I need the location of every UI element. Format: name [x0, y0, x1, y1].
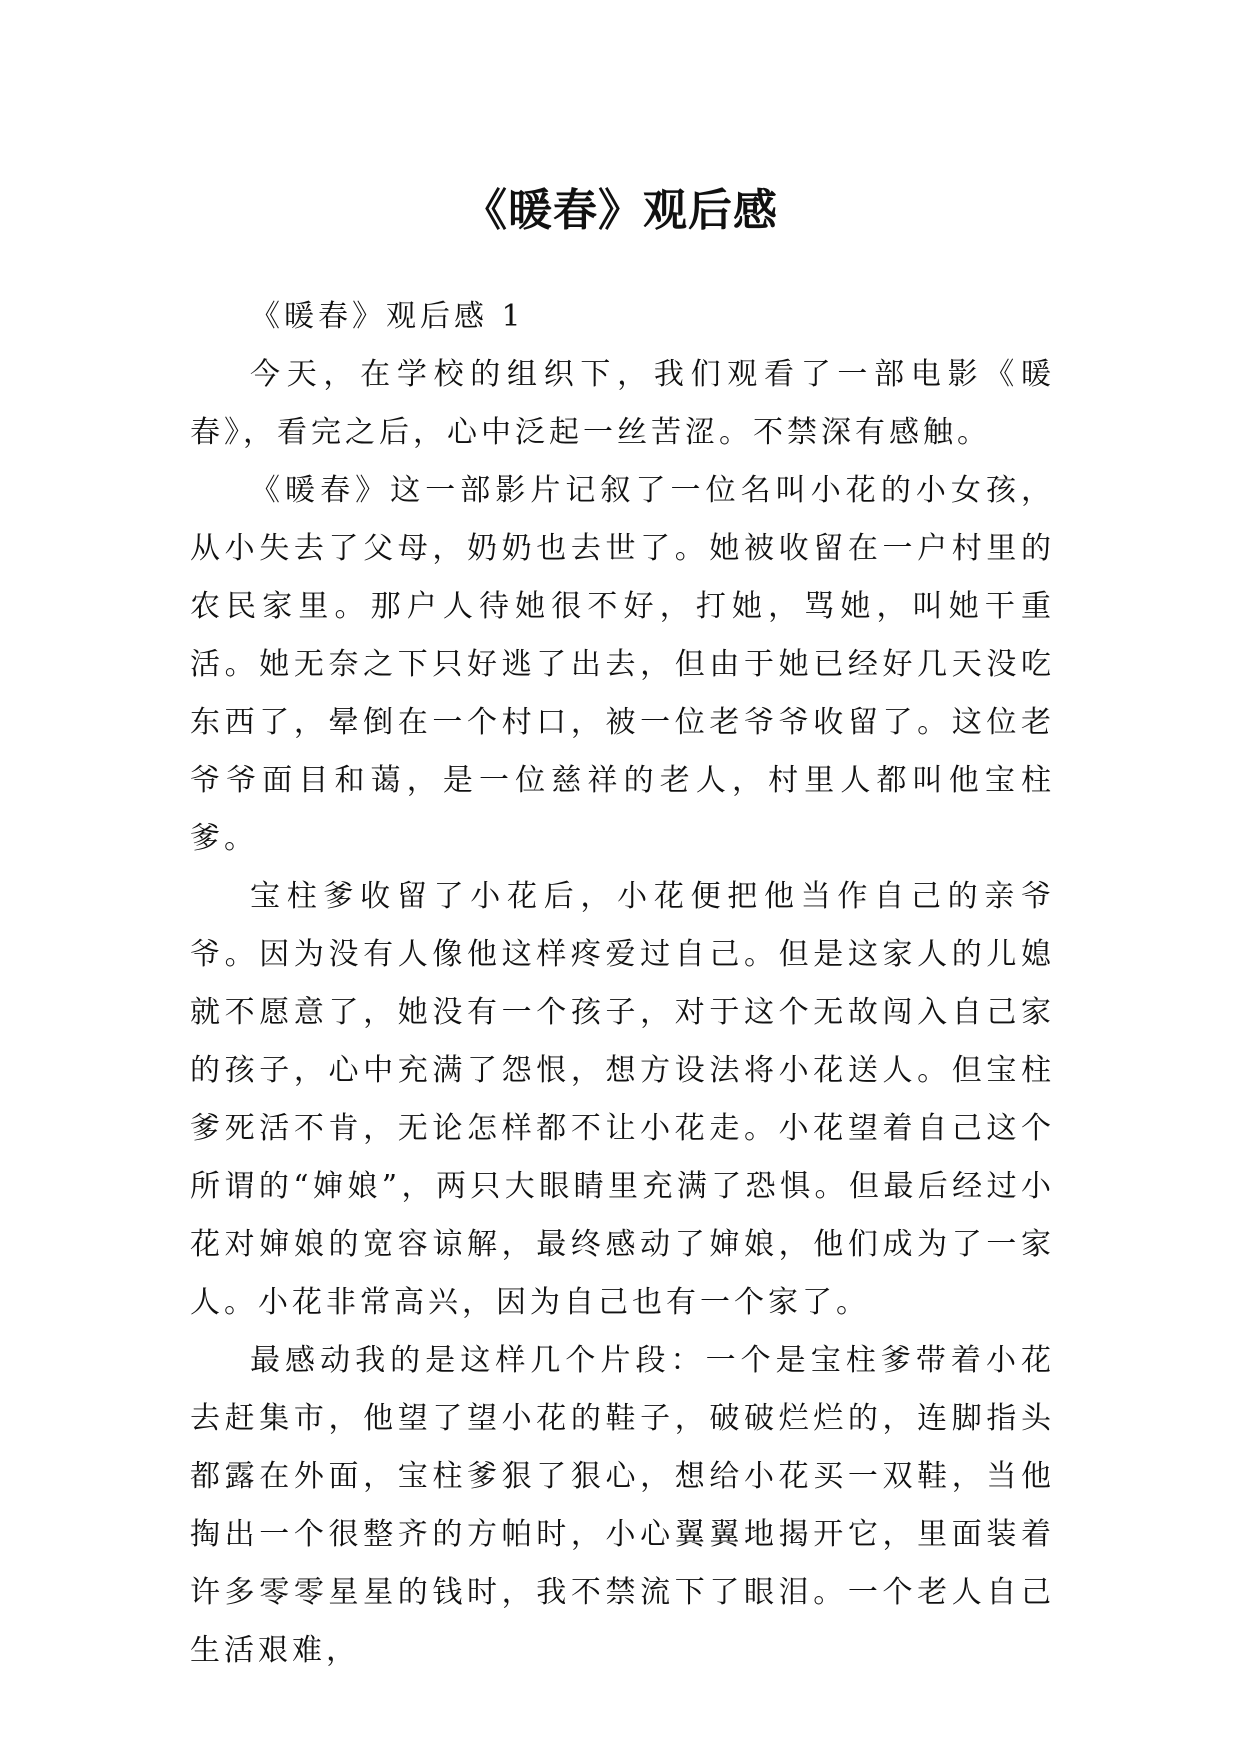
paragraph: 今天，在学校的组织下，我们观看了一部电影《暖春》，看完之后，心中泛起一丝苦涩。不禁深有感触。 [190, 357, 1055, 450]
paragraph: 最感动我的是这样几个片段：一个是宝柱爹带着小花去赶集市，他望了望小花的鞋子，破破烂烂的，连脚指头都露在外面，宝柱爹狠了狠心，想给小花买一双鞋，当他掏出一个很整齐的方帕时，小心翼翼地揭开它，里面装着许多零零星星的钱时，我不禁流下了眼泪。一个老人自己生活艰难， [190, 1343, 1055, 1668]
document-body [190, 288, 1055, 1680]
paragraph: 宝柱爹收留了小花后，小花便把他当作自己的亲爷爷。因为没有人像他这样疼爱过自己。但是这家人的儿媳就不愿意了，她没有一个孩子，对于这个无故闯入自己家的孩子，心中充满了怨恨，想方设法将小花送人。但宝柱爹死活不肯，无论怎样都不让小花走。小花望着自己这个所谓的“婶娘”，两只大眼睛里充满了恐惧。但最后经过小花对婶娘的宽容谅解，最终感动了婶娘，他们成为了一家人。小花非常高兴，因为自己也有一个家了。 [190, 879, 1055, 1320]
paragraph: 《暖春》这一部影片记叙了一位名叫小花的小女孩，从小失去了父母，奶奶也去世了。她被收留在一户村里的农民家里。那户人待她很不好，打她，骂她，叫她干重活。她无奈之下只好逃了出去，但由于她已经好几天没吃东西了，晕倒在一个村口，被一位老爷爷收留了。这位老爷爷面目和蔼，是一位慈祥的老人，村里人都叫他宝柱爹。 [190, 473, 1055, 856]
paragraph-subtitle: 《暖春》观后感 1 [250, 299, 525, 334]
document-title: 《暖春》观后感 [463, 185, 778, 237]
